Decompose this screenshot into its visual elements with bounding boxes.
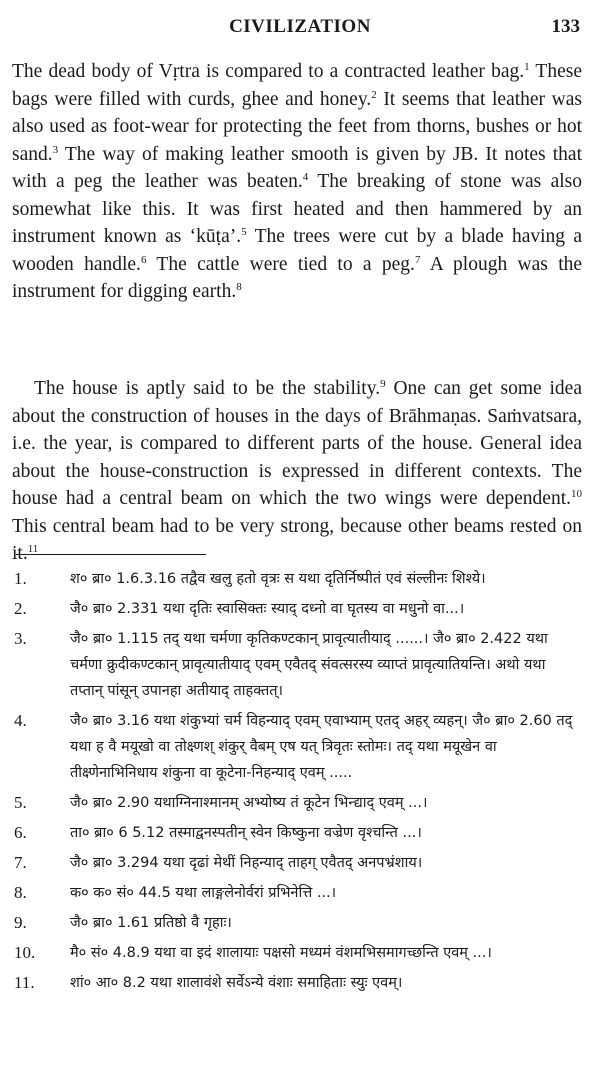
footnote-item bbox=[0, 566, 600, 592]
footnote-reference: 5 bbox=[241, 226, 247, 238]
footnote-text: जै० ब्रा० 2.90 यथाग्निनाश्मानम् अभ्योष्य तं कूटेन भिन्द्याद् एवम् ...। bbox=[70, 795, 428, 811]
footnote-item bbox=[0, 880, 600, 906]
footnote-number: 9. bbox=[14, 913, 27, 932]
footnote-text: शां० आ० 8.2 यथा शालावंशे सर्वेऽन्ये वंशाः समाहिताः स्युः एवम्। bbox=[70, 975, 403, 991]
footnote-number: 10. bbox=[14, 943, 36, 962]
text-run: The breaking of stone was also somewhat like this. It was first heated and then hammered by an instrument known as ‘kūṭa’. bbox=[12, 171, 582, 247]
footnote-text: जै० ब्रा० 2.331 यथा दृतिः स्वासिक्तः स्याद् दध्नो वा घृतस्य वा मधुनो वा...। bbox=[70, 601, 465, 617]
footnote-item bbox=[0, 626, 600, 704]
page-number: 133 bbox=[551, 16, 580, 37]
footnote-text: श० ब्रा० 1.6.3.16 तद्वैव खलु हतो वृत्रः स यथा दृतिर्निष्पीतं एवं संल्लीनः शिश्ये। bbox=[70, 571, 486, 587]
footnote-reference: 7 bbox=[414, 253, 421, 266]
footnote-reference: 4 bbox=[302, 171, 309, 183]
footnote-number: 4. bbox=[14, 711, 27, 730]
footnote-item bbox=[0, 820, 600, 846]
footnote-text: क० क० सं० 44.5 यथा लाङ्गलेनोर्वरां प्रभिनेत्ति ...। bbox=[70, 885, 337, 901]
footnote-number: 1. bbox=[14, 569, 27, 588]
footnote-item bbox=[0, 970, 600, 996]
footnote-item bbox=[0, 708, 600, 786]
text-run: The dead body of Vṛtra is compared to a contracted leather bag. bbox=[12, 61, 525, 82]
footnote-reference: 11 bbox=[27, 543, 39, 555]
running-title: CIVILIZATION bbox=[229, 16, 371, 37]
footnote-number: 5. bbox=[14, 793, 27, 812]
footnotes-list bbox=[0, 566, 600, 1000]
footnote-separator bbox=[16, 554, 206, 555]
footnote-number: 2. bbox=[14, 599, 27, 618]
footnote-reference: 9 bbox=[380, 378, 386, 390]
footnote-reference: 2 bbox=[371, 88, 377, 101]
text-run: These bags were filled with curds, ghee and honey. bbox=[12, 61, 582, 110]
footnote-text: मै० सं० 4.8.9 यथा वा इदं शालायाः पक्षसो मध्यमं वंशमभिसमागच्छन्ति एवम् ...। bbox=[70, 945, 492, 961]
text-run: The trees were cut by a blade having a wooden handle. bbox=[12, 226, 583, 275]
footnote-number: 6. bbox=[14, 823, 27, 842]
text-run: The cattle were tied to a peg. bbox=[146, 253, 415, 275]
footnote-item bbox=[0, 790, 600, 816]
text-run: It seems that leather was also used as foot-wear for protecting the feet from thorns, bushes or hot sand. bbox=[12, 88, 582, 165]
footnote-reference: 10 bbox=[571, 488, 582, 500]
body-paragraph-1 bbox=[12, 58, 582, 306]
footnote-number: 11. bbox=[14, 973, 35, 992]
footnote-text: जै० ब्रा० 3.294 यथा दृढां मेथीं निहन्याद् ताहग् एवैतद् अनपभ्रंशाय। bbox=[70, 855, 423, 871]
footnote-item bbox=[0, 850, 600, 876]
footnote-item bbox=[0, 910, 600, 936]
footnote-text: जै० ब्रा० 1.115 तद् यथा चर्मणा कृतिकण्टकान् प्रावृत्यातीयाद् ......। जै० ब्रा० 2.422 यथा चर्मणा क्रुदीकण्टकान् प्रावृत्यातीयाद् एवम् एवैतद् संवत्सरस्य व्याप्तं प्रावृत्यातियन्ति। अथो यथा तप्तान् पांसून् उपानहा अतीयाद् ताहक्तत्। bbox=[70, 631, 548, 699]
page-header bbox=[0, 14, 600, 44]
footnote-item bbox=[0, 596, 600, 622]
body-paragraph-2 bbox=[12, 375, 582, 568]
footnote-number: 3. bbox=[14, 629, 27, 648]
text-run: The way of making leather smooth is given by JB. It notes that with a peg the leather was beaten. bbox=[12, 143, 582, 192]
text-run: The house is aptly said to be the stability. bbox=[34, 378, 381, 399]
footnote-reference: 3 bbox=[52, 143, 59, 156]
text-run: This central beam had to be very strong, because other beams rested on it. bbox=[12, 515, 582, 564]
footnote-text: जै० ब्रा० 3.16 यथा शंकुभ्यां चर्म विहन्याद् एवम् एवाभ्याम् एतद् अहर् व्यहन्। जै० ब्रा० 2.60 तद् यथा ह वै मयूखो वा तोक्ष्णश् शंकुर् वैबम् एष यत् त्रिवृतः स्तोमः। तद् यथा मयूखेन वा तीक्ष्णेनाभिनिधाय शंकुना वा कूटेना-निहन्याद् एवम् ..... bbox=[70, 713, 573, 781]
text-run: A plough was the instrument for digging earth. bbox=[12, 253, 583, 302]
footnote-reference: 1 bbox=[524, 61, 530, 73]
footnote-number: 7. bbox=[14, 853, 27, 872]
footnote-text: जै० ब्रा० 1.61 प्रतिष्ठो वै गृहाः। bbox=[70, 915, 232, 931]
footnote-item bbox=[0, 940, 600, 966]
footnote-text: ता० ब्रा० 6 5.12 तस्माद्वनस्पतीन् स्वेन किष्कुना वज्रेण वृश्चन्ति ...। bbox=[70, 825, 422, 841]
text-run: One can get some idea about the construction of houses in the days of Brāhmaṇas. Saṁvatsara, i.e. the year, is compared to different parts of the house. General idea about the house-construction is expressed in different contexts. The house had a central beam on which the two wings were dependent. bbox=[12, 378, 582, 509]
footnote-reference: 6 bbox=[140, 253, 147, 266]
footnote-reference: 8 bbox=[236, 281, 242, 293]
footnote-number: 8. bbox=[14, 883, 27, 902]
